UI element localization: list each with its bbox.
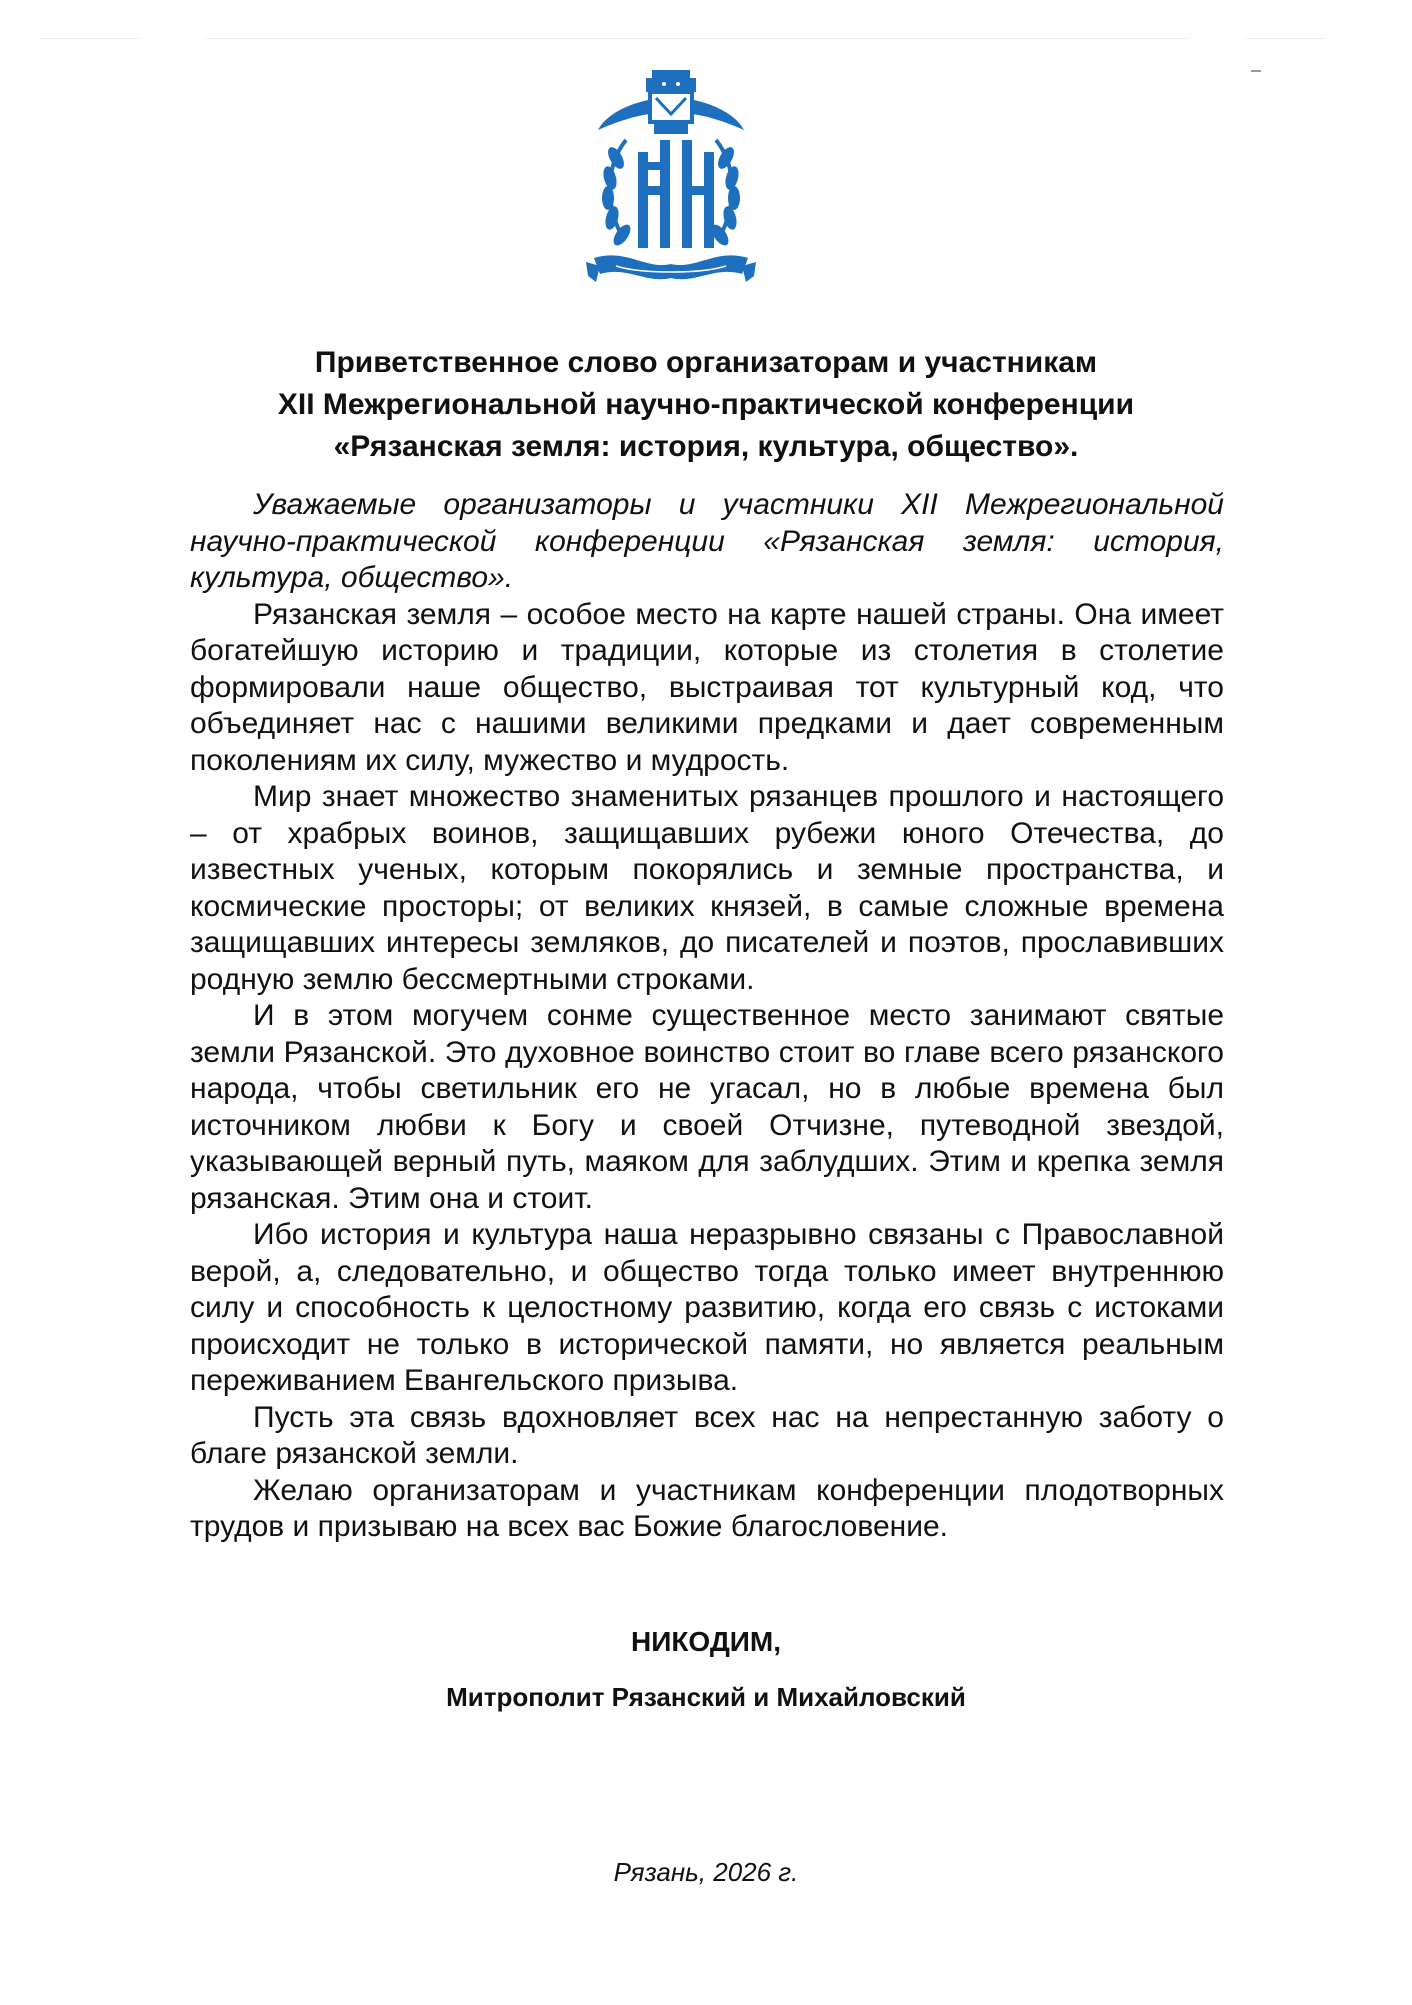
top-rule-center: [205, 38, 1190, 39]
paragraph: Ибо история и культура наша неразрывно связаны с Православной верой, а, следовательно, и общество тогда только имеет внутреннюю силу и способность к целостному развитию, когда его связь с истоками происходит не только в исторической памяти, но является реальным переживанием Евангельского призыва.: [190, 1218, 1224, 1397]
signature-title: Митрополит Рязанский и Михайловский: [446, 1682, 966, 1712]
place-date: Рязань, 2026 г.: [613, 1857, 799, 1887]
paragraph: Пусть эта связь вдохновляет всех нас на непрестанную заботу о благе рязанской земли.: [190, 1400, 1224, 1470]
paragraph: Рязанская земля – особое место на карте нашей страны. Она имеет богатейшую историю и традиции, которые из столетия в столетие формировали наше общество, выстраивая тот культурный код, что объединяет нас с нашими великими предками и дает современным поколениям их силу, мужество и мудрость.: [190, 597, 1224, 777]
corner-mark: [1251, 70, 1261, 72]
title-line: Приветственное слово организаторам и участникам: [314, 346, 1098, 379]
diocese-emblem-icon: [586, 70, 756, 292]
signature-name: НИКОДИМ,: [630, 1626, 782, 1657]
document-title: [190, 342, 1222, 468]
paragraph: Желаю организаторам и участникам конференции плодотворных трудов и призываю на всех вас Божие благословение.: [190, 1473, 1224, 1543]
title-line: «Рязанская земля: история, культура, общество».: [333, 430, 1079, 463]
salutation: Уважаемые организаторы и участники XII Межрегиональной научно-практической конференции «Рязанская земля: история, культура, общество».: [190, 488, 1224, 594]
top-rule-right: [1245, 38, 1325, 39]
paragraph: Мир знает множество знаменитых рязанцев прошлого и настоящего – от храбрых воинов, защищавших рубежи юного Отечества, до известных ученых, которым покорялись и земные пространства, и космические просторы; от великих князей, в самые сложные времена защищавших интересы земляков, до писателей и поэтов, прославивших родную землю бессмертными строками.: [190, 780, 1224, 996]
title-line: XII Межрегиональной научно-практической конференции: [277, 388, 1135, 421]
letter-body: [190, 487, 1224, 1546]
top-rule-left: [40, 38, 140, 39]
paragraph: И в этом могучем сонме существенное место занимают святые земли Рязанской. Это духовное воинство стоит во главе всего рязанского народа, чтобы светильник его не угасал, но в любые времена был источником любви к Богу и своей Отчизне, путеводной звездой, указывающей верный путь, маяком для заблудших. Этим и крепка земля рязанская. Этим она и стоит.: [190, 999, 1224, 1215]
